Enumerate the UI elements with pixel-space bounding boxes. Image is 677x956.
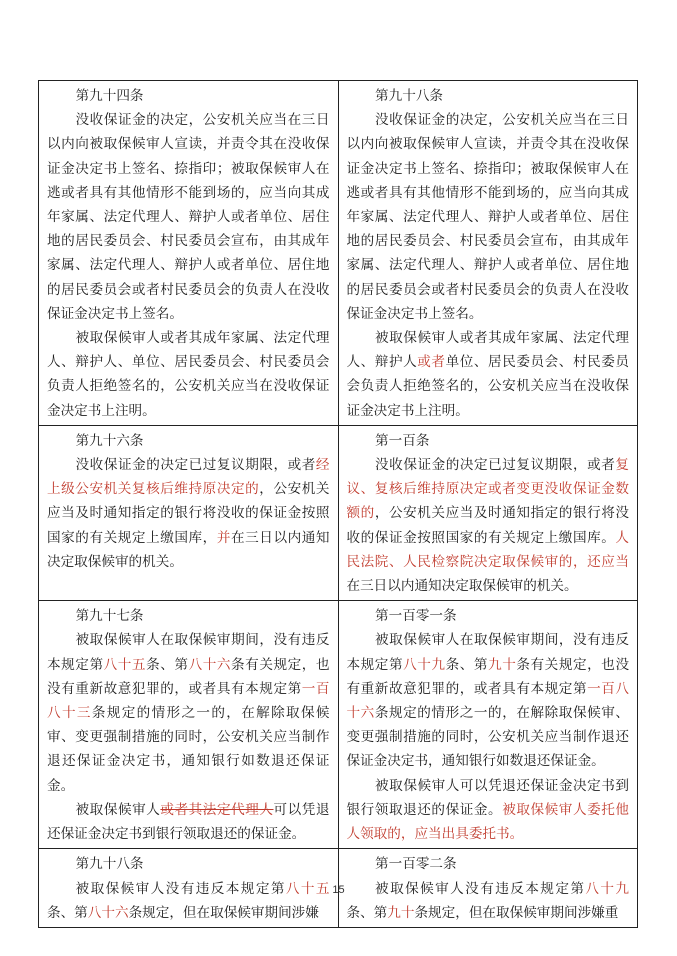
highlighted-text: 九十 xyxy=(488,656,517,673)
article-paragraph xyxy=(347,453,630,598)
text-segment: ，公安机关应当及时通知指定的银行将没收的保证金按照国家的有关规定上缴国库， xyxy=(47,481,330,546)
article-body xyxy=(347,628,630,846)
highlighted-text: 一百八十三 xyxy=(47,680,330,722)
article-heading: 第九十六条 xyxy=(75,432,144,449)
text-segment: 条规定，但在取保候审期间涉嫌 xyxy=(128,904,319,921)
text-segment: 被取保候审人没有违反本规定第 xyxy=(75,880,286,897)
highlighted-text: 八十五 xyxy=(285,880,330,897)
highlighted-text: 被取保候审人委托他人领取的，应当出具委托书。 xyxy=(346,801,629,843)
text-segment: 被取保候审人没有违反本规定第 xyxy=(375,880,586,897)
text-segment: 单位、居民委员会、村民委员会负责人拒绝签名的，公安机关应当在没收保证金决定书上注明。 xyxy=(346,354,629,419)
page-number: 15 xyxy=(332,884,345,896)
text-segment: 被取保候审人或者其成年家属、法定代理人、辩护人 xyxy=(346,330,629,371)
text-segment: 条、第 xyxy=(47,904,88,921)
comparison-table xyxy=(38,80,638,928)
article-heading: 第一百条 xyxy=(375,432,430,449)
text-segment: 被取保候审人在取保候审期间，没有违反本规定第 xyxy=(346,632,629,673)
text-segment: 条规定的情形之一的，在解除取保候审、变更强制措施的同时，公安机关应当制作退还保证金决定书，通知银行如数退还保证金。 xyxy=(47,705,330,794)
article-heading: 第九十八条 xyxy=(75,856,144,873)
highlighted-text: 八十九 xyxy=(585,880,629,897)
table-cell-left xyxy=(39,81,339,426)
text-segment: 条、第 xyxy=(445,656,489,673)
article-paragraph xyxy=(347,628,630,773)
highlighted-text: 人民法院、人民检察院决定取保候审的，还应当 xyxy=(346,529,629,570)
text-segment: ，公安机关应当及时通知指定的银行将没收的保证金按照国家的有关规定上缴国库。 xyxy=(346,505,629,546)
article-heading: 第一百零二条 xyxy=(375,856,457,873)
text-segment: 没收保证金的决定，公安机关应当在三日以内向被取保候审人宣读，并责令其在没收保证金决定书上签名、捺指印；被取保候审人在逃或者具有其他情形不能到场的，应当向其成年家属、法定代理人、辩护人或者单位、居住地的居民委员会、村民委员会宣布，由其成年家属、法定代理人、辩护人或者单位、居住地的居民委员会或者村民委员会的负责人在没收保证金决定书上签名。 xyxy=(346,112,629,322)
text-segment: 条规定的情形之一的，在解除取保候审、变更强制措施的同时，公安机关应当制作退还保证金决定书，通知银行如数退还保证金。 xyxy=(346,705,629,770)
article-body xyxy=(347,453,630,598)
highlighted-text: 九十 xyxy=(387,904,415,921)
article-heading: 第九十八条 xyxy=(375,88,444,104)
text-segment: 被取保候审人在取保候审期间，没有违反本规定第 xyxy=(47,632,330,673)
text-segment: 被取保候审人可以凭退还保证金决定书到银行领取退还的保证金。 xyxy=(346,777,629,818)
text-segment: 在三日以内通知决定取保候审的机关。 xyxy=(47,529,330,570)
text-segment: 没收保证金的决定已过复议期限，或者 xyxy=(75,457,316,474)
table-row xyxy=(39,425,638,600)
article-heading: 第九十七条 xyxy=(75,608,144,625)
highlighted-text: 一百八十六 xyxy=(346,680,629,722)
table-cell-right xyxy=(338,425,638,600)
table-row xyxy=(39,601,638,849)
article-paragraph xyxy=(347,108,630,326)
text-segment: 可以凭退还保证金决定书到银行领取退还的保证金。 xyxy=(47,801,330,843)
table-row xyxy=(39,81,638,426)
article-paragraph xyxy=(47,326,330,423)
article-heading: 第九十四条 xyxy=(75,88,144,104)
table-cell-left xyxy=(39,601,339,849)
text-segment: 条、第 xyxy=(346,904,388,921)
article-paragraph xyxy=(47,628,330,797)
article-paragraph xyxy=(47,108,330,326)
highlighted-text: 八十六 xyxy=(87,904,129,921)
highlighted-text: 八十六 xyxy=(188,656,232,673)
text-segment: 条有关规定，也没有重新故意犯罪的，或者具有本规定第 xyxy=(346,656,629,697)
highlighted-text: 八十九 xyxy=(403,656,446,673)
text-segment: 被取保候审人 xyxy=(75,801,161,818)
article-body xyxy=(347,108,630,423)
text-segment: 没收保证金的决定已过复议期限，或者 xyxy=(375,457,616,474)
highlighted-text: 经上级公安机关复核后维持原决定的 xyxy=(47,457,330,498)
article-body xyxy=(47,108,330,423)
text-segment: 被取保候审人或者其成年家属、法定代理人、辩护人、单位、居民委员会、村民委员会负责人拒绝签名的，公安机关应当在没收保证金决定书上注明。 xyxy=(47,330,330,419)
table-cell-right xyxy=(338,601,638,849)
article-paragraph xyxy=(347,774,630,847)
table-cell-left xyxy=(39,425,339,600)
text-segment: 在三日以内通知决定取保候审的机关。 xyxy=(346,578,578,595)
article-body xyxy=(47,628,330,846)
text-segment: 条有关规定，也没有重新故意犯罪的，或者具有本规定第 xyxy=(47,656,330,697)
highlighted-text: 或者 xyxy=(417,354,446,371)
highlighted-text: 复议、复核后维持原决定或者变更没收保证金数额的 xyxy=(346,457,629,522)
article-paragraph xyxy=(347,326,630,423)
article-paragraph xyxy=(47,798,330,846)
highlighted-text: 八十五 xyxy=(103,656,147,673)
article-paragraph xyxy=(47,453,330,574)
text-segment: 没收保证金的决定，公安机关应当在三日以内向被取保候审人宣读，并责令其在没收保证金决定书上签名、捺指印；被取保候审人在逃或者具有其他情形不能到场的，应当向其成年家属、法定代理人、辩护人或者单位、居住地的居民委员会、村民委员会宣布，由其成年家属、法定代理人、辩护人或者单位、居住地的居民委员会或者村民委员会的负责人在没收保证金决定书上签名。 xyxy=(47,112,330,322)
article-heading: 第一百零一条 xyxy=(375,608,457,625)
highlighted-text: 并 xyxy=(216,529,231,546)
text-segment: 条规定，但在取保候审期间涉嫌重 xyxy=(414,904,619,921)
table-cell-right xyxy=(338,81,638,426)
article-body xyxy=(47,453,330,574)
text-segment: 条、第 xyxy=(146,656,189,673)
deleted-text: 或者其法定代理人 xyxy=(160,801,274,818)
